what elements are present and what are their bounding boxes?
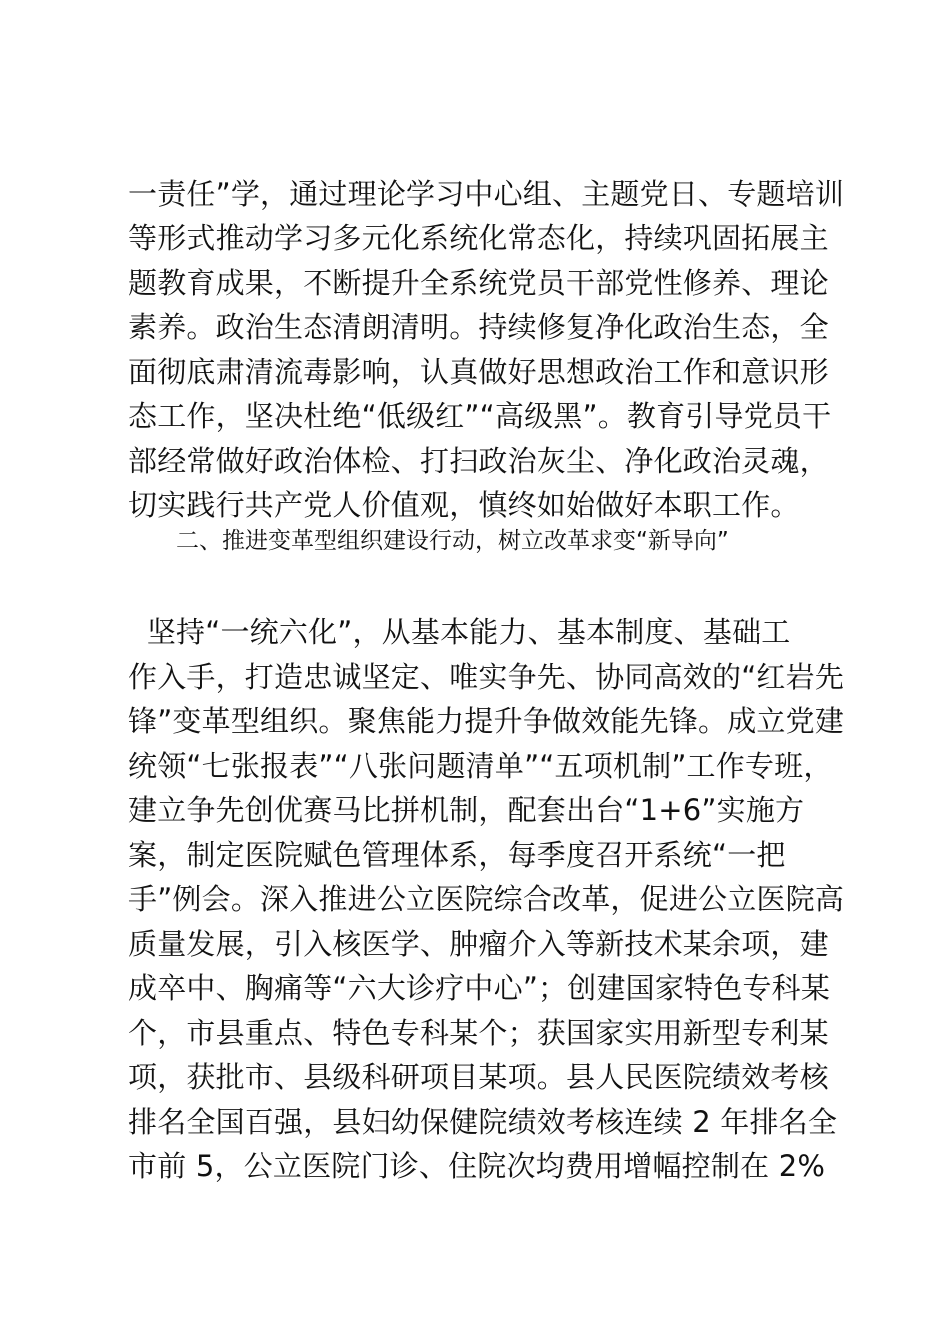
paragraph-line: 部经常做好政治体检、打扫政治灰尘、净化政治灵魂，	[128, 444, 829, 478]
paragraph-line: 成卒中、胸痛等“六大诊疗中心”；创建国家特色专科某	[128, 971, 831, 1005]
paragraph-line: 面彻底肃清流毒影响，认真做好思想政治工作和意识形	[128, 355, 829, 389]
paragraph-line: 作入手，打造忠诚坚定、唯实争先、协同高效的“红岩先	[128, 660, 845, 694]
paragraph-line: 个，市县重点、特色专科某个；获国家实用新型专利某	[128, 1016, 829, 1050]
paragraph-line: 素养。政治生态清朗清明。持续修复净化政治生态，全	[128, 310, 829, 344]
paragraph-line: 案，制定医院赋色管理体系，每季度召开系统“一把	[128, 838, 786, 872]
paragraph-line: 切实践行共产党人价值观，慎终如始做好本职工作。	[128, 488, 800, 522]
paragraph-line: 坚持“一统六化”，从基本能力、基本制度、基础工	[128, 615, 791, 649]
paragraph-line: 建立争先创优赛马比拼机制，配套出台“1+6”实施方	[128, 793, 805, 827]
paragraph-line: 一责任”学，通过理论学习中心组、主题党日、专题培训	[128, 177, 845, 211]
paragraph-line: 质量发展，引入核医学、肿瘤介入等新技术某余项，建	[128, 927, 829, 961]
paragraph-line: 市前 5，公立医院门诊、住院次均费用增幅控制在 2%	[128, 1149, 826, 1183]
paragraph-line: 锋”变革型组织。聚焦能力提升争做效能先锋。成立党建	[128, 704, 845, 738]
paragraph-line: 手”例会。深入推进公立医院综合改革，促进公立医院高	[128, 882, 845, 916]
paragraph-line: 统领“七张报表”“八张问题清单”“五项机制”工作专班，	[128, 749, 833, 783]
section-heading: 二、推进变革型组织建设行动，树立改革求变“新导向”	[176, 528, 729, 554]
paragraph-line: 态工作，坚决杜绝“低级红”“高级黑”。教育引导党员干	[128, 399, 832, 433]
paragraph-line: 排名全国百强，县妇幼保健院绩效考核连续 2 年排名全	[128, 1105, 838, 1139]
paragraph-line: 项，获批市、县级科研项目某项。县人民医院绩效考核	[128, 1060, 829, 1094]
paragraph-line: 等形式推动学习多元化系统化常态化，持续巩固拓展主	[128, 221, 829, 255]
paragraph-line: 题教育成果，不断提升全系统党员干部党性修养、理论	[128, 266, 829, 300]
